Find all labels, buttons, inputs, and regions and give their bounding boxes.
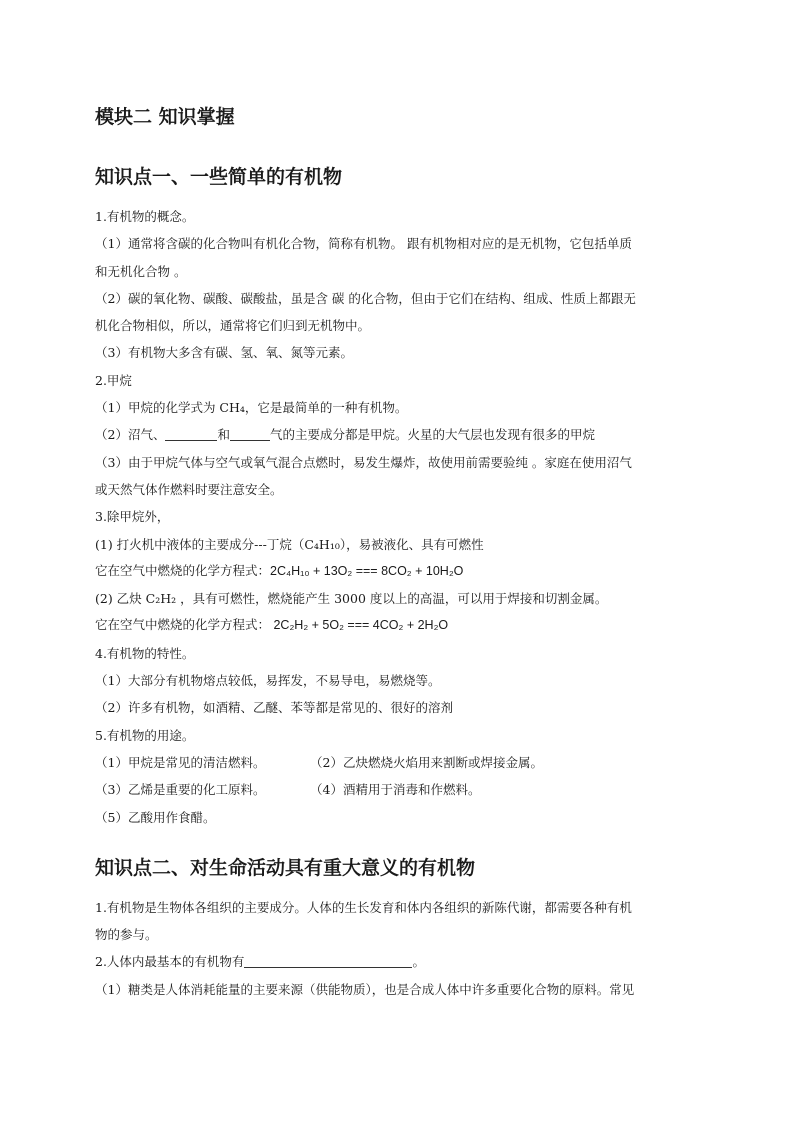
text-line: 或天然气体作燃料时要注意安全。 [95,481,283,497]
use-item: （4）酒精用于消毒和作燃料。 [310,782,481,798]
text-line: （1）甲烷的化学式为 CH₄，它是最简单的一种有机物。 [95,400,408,416]
use-item: （3）乙烯是重要的化工原料。 [95,782,266,798]
section-title-2: 知识点二、对生命活动具有重大意义的有机物 [95,856,476,879]
text-line: 4.有机物的特性。 [95,645,195,661]
equation-line: 它在空气中燃烧的化学方程式：2C₄H₁₀ + 13O₂ === 8CO₂ + 10H₂O [95,563,464,578]
text-line: 1.有机物是生物体各组织的主要成分。人体的生长发育和体内各组织的新陈代谢，都需要各种有机 [95,899,632,915]
uses-row [95,776,705,803]
text-line: (2) 乙炔 C₂H₂ ，具有可燃性，燃烧能产生 3000 度以上的高温，可以用于焊接和切割金属。 [95,591,608,607]
module-title: 模块二 知识掌握 [95,106,235,128]
text-line: 物的参与。 [95,927,158,943]
text-line: （1）通常将含碳的化合物叫有机化合物，简称有机物。 跟有机物相对应的是无机物，它包括单质 [95,236,632,252]
uses-row [95,749,705,776]
text-segment: 气的主要成分都是甲烷。火星的大气层也发现有很多的甲烷 [269,427,595,443]
use-item: （1）甲烷是常见的清洁燃料。 [95,754,266,770]
text-line: 机化合物相似，所以，通常将它们归到无机物中。 [95,318,371,334]
fill-in-line [95,421,705,448]
answer-blank[interactable] [165,426,217,441]
text-line: （3）有机物大多含有碳、氢、氧、氮等元素。 [95,345,353,361]
section-title-1: 知识点一、一些简单的有机物 [95,166,343,188]
text-line: （2）许多有机物，如酒精、乙醚、苯等都是常见的、很好的溶剂 [95,700,453,716]
text-segment: 2.人体内最基本的有机物有 [95,954,245,970]
text-line: （2）碳的氧化物、碳酸、碳酸盐，虽是含 碳 的化合物，但由于它们在结构、组成、性质上都跟无 [95,290,636,306]
text-segment: （2）沼气、 [95,427,166,443]
answer-blank[interactable] [230,426,270,441]
text-line: （5）乙酸用作食醋。 [95,809,216,825]
text-line: （1）大部分有机物熔点较低，易挥发，不易导电，易燃烧等。 [95,673,441,689]
text-line: （3）由于甲烷气体与空气或氧气混合点燃时，易发生爆炸，故使用前需要验纯 。家庭在使用沼气 [95,454,632,470]
text-line: 5.有机物的用途。 [95,727,195,743]
use-item: （2）乙炔燃烧火焰用来割断或焊接金属。 [310,754,543,770]
text-line: 1.有机物的概念。 [95,209,195,224]
answer-blank[interactable] [244,953,412,968]
text-line: (1) 打火机中液体的主要成分---丁烷（C₄H₁₀），易被液化、具有可燃性 [95,536,484,552]
text-segment: 和 [217,427,230,443]
text-segment: 。 [412,954,425,970]
text-line: 和无机化合物 。 [95,263,187,279]
text-line: 3.除甲烷外， [95,509,170,525]
equation-line: 它在空气中燃烧的化学方程式： 2C₂H₂ + 5O₂ === 4CO₂ + 2H₂O [95,618,449,633]
fill-in-line [95,948,705,975]
text-line: 2.甲烷 [95,372,132,388]
document-content [95,100,705,1003]
text-line: （1）糖类是人体消耗能量的主要来源（供能物质），也是合成人体中许多重要化合物的原料。常见 [95,981,635,997]
